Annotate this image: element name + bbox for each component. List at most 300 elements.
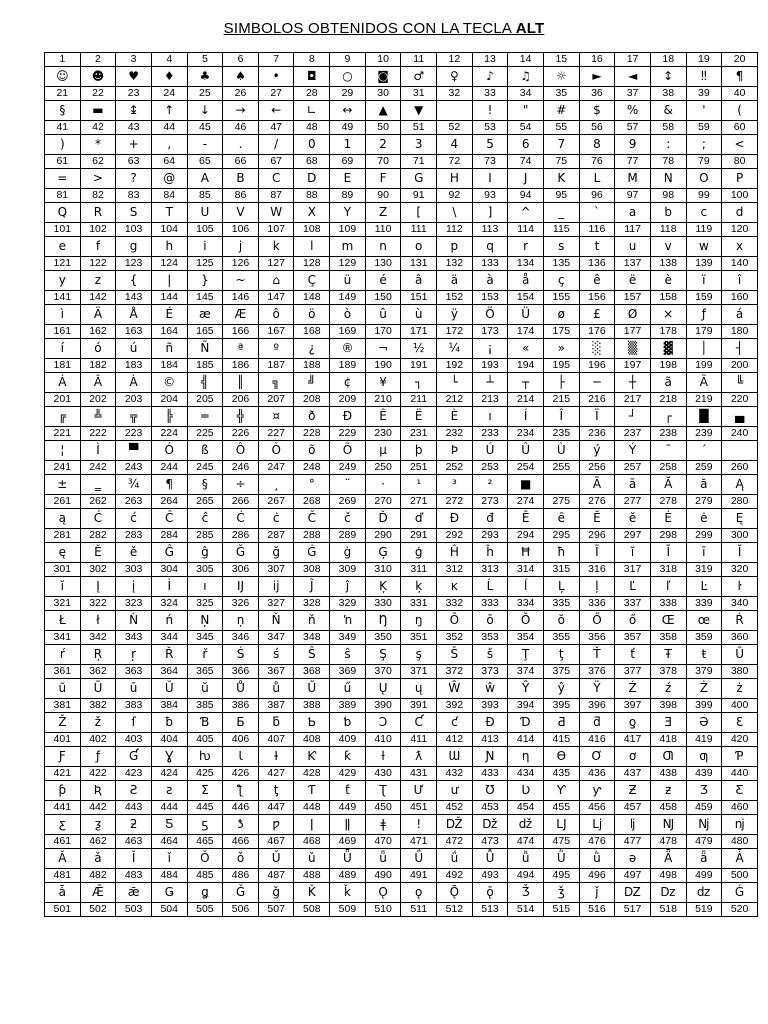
symbol-cell: ł xyxy=(80,611,116,631)
symbol-cell: ǲ xyxy=(650,883,686,903)
symbol-cell: Ř xyxy=(151,645,187,665)
symbol-cell: ┼ xyxy=(615,373,651,393)
symbol-cell: ŭ xyxy=(187,679,223,699)
code-number-cell: 399 xyxy=(686,699,722,713)
symbol-cell: Ǖ xyxy=(330,849,366,869)
code-number-cell: 147 xyxy=(258,291,294,305)
code-number-row xyxy=(45,529,758,543)
code-number-cell: 329 xyxy=(330,597,366,611)
code-number-cell: 415 xyxy=(543,733,579,747)
code-number-row xyxy=(45,257,758,271)
symbol-cell: ư xyxy=(437,781,473,801)
symbol-cell: ī xyxy=(686,543,722,563)
symbol-cell: ┴ xyxy=(472,373,508,393)
symbol-cell: ¤ xyxy=(258,407,294,427)
symbol-cell: ů xyxy=(258,679,294,699)
code-number-cell: 331 xyxy=(401,597,437,611)
symbol-cell: Ţ xyxy=(508,645,544,665)
symbol-cell: ƣ xyxy=(686,747,722,767)
code-number-cell: 129 xyxy=(330,257,366,271)
code-number-cell: 403 xyxy=(116,733,152,747)
symbol-cell: ▒ xyxy=(615,339,651,359)
code-number-cell: 108 xyxy=(294,223,330,237)
code-number-cell: 350 xyxy=(365,631,401,645)
code-number-cell: 357 xyxy=(615,631,651,645)
symbol-cell: Ū xyxy=(80,679,116,699)
code-number-cell: 314 xyxy=(508,563,544,577)
symbol-cell: ↔ xyxy=(330,101,366,121)
symbol-cell: ╝ xyxy=(294,373,330,393)
symbol-cell: 5 xyxy=(472,135,508,155)
code-number-cell: 111 xyxy=(401,223,437,237)
symbol-cell: Ó xyxy=(151,441,187,461)
symbol-cell: Q xyxy=(45,203,81,223)
symbol-cell: ċ xyxy=(258,509,294,529)
code-number-cell: 196 xyxy=(579,359,615,373)
symbol-cell: Ư xyxy=(401,781,437,801)
symbol-cell: Ɯ xyxy=(437,747,473,767)
symbol-cell: Ɣ xyxy=(151,747,187,767)
code-number-cell: 285 xyxy=(187,529,223,543)
code-number-cell: 333 xyxy=(472,597,508,611)
symbol-cell: Ə xyxy=(686,713,722,733)
code-number-cell: 41 xyxy=(45,121,81,135)
code-number-cell: 83 xyxy=(116,189,152,203)
code-number-cell: 456 xyxy=(579,801,615,815)
symbol-cell: ř xyxy=(187,645,223,665)
code-number-cell: 249 xyxy=(330,461,366,475)
code-number-cell: 28 xyxy=(294,87,330,101)
code-number-cell: 507 xyxy=(258,903,294,917)
code-number-cell: 412 xyxy=(437,733,473,747)
code-number-cell: 367 xyxy=(258,665,294,679)
code-number-cell: 393 xyxy=(472,699,508,713)
code-number-cell: 363 xyxy=(116,665,152,679)
code-number-cell: 175 xyxy=(543,325,579,339)
symbol-cell: Ż xyxy=(686,679,722,699)
code-number-cell: 311 xyxy=(401,563,437,577)
code-number-cell: 153 xyxy=(472,291,508,305)
code-number-cell: 17 xyxy=(615,53,651,67)
code-number-cell: 212 xyxy=(437,393,473,407)
symbol-cell: 9 xyxy=(615,135,651,155)
code-number-cell: 216 xyxy=(579,393,615,407)
code-number-cell: 446 xyxy=(223,801,259,815)
symbol-cell: ı xyxy=(187,577,223,597)
symbol-cell: į xyxy=(116,577,152,597)
code-number-cell: 208 xyxy=(294,393,330,407)
symbol-cell: . xyxy=(223,135,259,155)
symbol-cell: ŉ xyxy=(330,611,366,631)
code-number-cell: 437 xyxy=(615,767,651,781)
symbol-cell: ĉ xyxy=(187,509,223,529)
symbol-cell: İ xyxy=(151,577,187,597)
code-number-cell: 491 xyxy=(401,869,437,883)
symbol-cell: Ï xyxy=(579,407,615,427)
code-number-cell: 500 xyxy=(722,869,758,883)
symbol-cell: È xyxy=(437,407,473,427)
code-number-cell: 21 xyxy=(45,87,81,101)
code-number-cell: 200 xyxy=(722,359,758,373)
symbol-cell: Ũ xyxy=(722,645,758,665)
symbol-cell: Ʃ xyxy=(187,781,223,801)
code-number-cell: 509 xyxy=(330,903,366,917)
symbol-cell: þ xyxy=(401,441,437,461)
code-number-cell: 4 xyxy=(151,53,187,67)
symbol-cell: Ė xyxy=(650,509,686,529)
symbol-cell: š xyxy=(472,645,508,665)
symbol-cell: Ĭ xyxy=(722,543,758,563)
code-number-cell: 505 xyxy=(187,903,223,917)
code-number-cell: 405 xyxy=(187,733,223,747)
symbol-cell: ○ xyxy=(330,67,366,87)
code-number-cell: 144 xyxy=(151,291,187,305)
symbol-cell: 2 xyxy=(365,135,401,155)
code-number-cell: 302 xyxy=(80,563,116,577)
symbol-cell: Ď xyxy=(365,509,401,529)
symbol-cell: Ĕ xyxy=(579,509,615,529)
code-number-cell: 391 xyxy=(401,699,437,713)
symbol-cell: ÷ xyxy=(223,475,259,495)
symbol-cell: ù xyxy=(401,305,437,325)
code-number-cell: 125 xyxy=(187,257,223,271)
code-number-cell: 396 xyxy=(579,699,615,713)
code-number-cell: 152 xyxy=(437,291,473,305)
symbol-cell: Ŷ xyxy=(508,679,544,699)
symbol-cell: ƃ xyxy=(258,713,294,733)
code-number-cell: 261 xyxy=(45,495,81,509)
symbol-cell: ▬ xyxy=(80,101,116,121)
code-number-cell: 60 xyxy=(722,121,758,135)
code-number-cell: 22 xyxy=(80,87,116,101)
symbol-cell: ď xyxy=(401,509,437,529)
symbol-cell: ° xyxy=(294,475,330,495)
code-number-cell: 189 xyxy=(330,359,366,373)
code-number-cell: 435 xyxy=(543,767,579,781)
code-number-row xyxy=(45,325,758,339)
code-number-cell: 424 xyxy=(151,767,187,781)
code-number-cell: 81 xyxy=(45,189,81,203)
code-number-cell: 150 xyxy=(365,291,401,305)
code-number-cell: 33 xyxy=(472,87,508,101)
code-number-cell: 160 xyxy=(722,291,758,305)
code-number-row xyxy=(45,631,758,645)
symbol-cell: c xyxy=(686,203,722,223)
symbol-cell: J xyxy=(508,169,544,189)
code-number-cell: 431 xyxy=(401,767,437,781)
symbol-cell: Ǫ xyxy=(365,883,401,903)
symbol-row xyxy=(45,679,758,699)
symbol-cell: s xyxy=(543,237,579,257)
symbol-cell: ç xyxy=(543,271,579,291)
code-number-cell: 12 xyxy=(437,53,473,67)
code-number-cell: 506 xyxy=(223,903,259,917)
code-number-cell: 442 xyxy=(80,801,116,815)
code-number-cell: 117 xyxy=(615,223,651,237)
symbol-cell: Ɩ xyxy=(223,747,259,767)
code-number-row xyxy=(45,563,758,577)
symbol-cell: k xyxy=(258,237,294,257)
symbol-row xyxy=(45,237,758,257)
code-number-cell: 373 xyxy=(472,665,508,679)
code-number-cell: 481 xyxy=(45,869,81,883)
code-number-cell: 390 xyxy=(365,699,401,713)
symbol-cell: ž xyxy=(80,713,116,733)
symbol-row xyxy=(45,543,758,563)
code-number-cell: 173 xyxy=(472,325,508,339)
symbol-cell: ³ xyxy=(437,475,473,495)
code-number-cell: 54 xyxy=(508,121,544,135)
symbol-row xyxy=(45,339,758,359)
code-number-cell: 305 xyxy=(187,563,223,577)
symbol-cell: ǟ xyxy=(686,849,722,869)
code-number-cell: 508 xyxy=(294,903,330,917)
symbol-cell: / xyxy=(258,135,294,155)
symbol-cell: } xyxy=(187,271,223,291)
symbol-cell: ú xyxy=(116,339,152,359)
code-number-cell: 73 xyxy=(472,155,508,169)
code-number-cell: 24 xyxy=(151,87,187,101)
symbol-cell: ǜ xyxy=(579,849,615,869)
code-number-cell: 151 xyxy=(401,291,437,305)
symbol-cell: • xyxy=(258,67,294,87)
code-number-row xyxy=(45,801,758,815)
code-number-cell: 126 xyxy=(223,257,259,271)
code-number-cell: 98 xyxy=(650,189,686,203)
symbol-cell: Š xyxy=(437,645,473,665)
code-number-cell: 97 xyxy=(615,189,651,203)
code-number-cell: 283 xyxy=(116,529,152,543)
symbol-cell: ƅ xyxy=(330,713,366,733)
symbol-cell: z xyxy=(80,271,116,291)
symbol-cell: ¹ xyxy=(401,475,437,495)
code-number-cell: 321 xyxy=(45,597,81,611)
symbol-cell: ◘ xyxy=(294,67,330,87)
symbol-cell: X xyxy=(294,203,330,223)
symbol-cell: Ɔ xyxy=(365,713,401,733)
code-number-cell: 63 xyxy=(116,155,152,169)
code-number-cell: 104 xyxy=(151,223,187,237)
symbol-cell: Ƶ xyxy=(615,781,651,801)
code-number-cell: 227 xyxy=(258,427,294,441)
symbol-cell: Ō xyxy=(437,611,473,631)
code-number-cell: 315 xyxy=(543,563,579,577)
symbol-row xyxy=(45,577,758,597)
code-number-cell: 67 xyxy=(258,155,294,169)
code-number-cell: 368 xyxy=(294,665,330,679)
code-number-cell: 407 xyxy=(258,733,294,747)
symbol-cell: ↑ xyxy=(151,101,187,121)
code-number-cell: 106 xyxy=(223,223,259,237)
code-number-cell: 11 xyxy=(401,53,437,67)
code-number-cell: 317 xyxy=(615,563,651,577)
symbol-cell: ş xyxy=(401,645,437,665)
code-number-cell: 292 xyxy=(437,529,473,543)
code-number-cell: 499 xyxy=(686,869,722,883)
code-number-cell: 421 xyxy=(45,767,81,781)
symbol-cell: Ǎ xyxy=(45,849,81,869)
code-number-cell: 301 xyxy=(45,563,81,577)
symbol-cell: œ xyxy=(686,611,722,631)
code-number-cell: 34 xyxy=(508,87,544,101)
symbol-cell: ã xyxy=(650,373,686,393)
symbol-cell: T xyxy=(151,203,187,223)
symbol-cell: Ɨ xyxy=(258,747,294,767)
code-number-cell: 37 xyxy=(615,87,651,101)
code-number-cell: 158 xyxy=(650,291,686,305)
symbol-cell: A xyxy=(187,169,223,189)
symbol-cell: É xyxy=(151,305,187,325)
symbol-cell: Ŗ xyxy=(80,645,116,665)
code-number-cell: 139 xyxy=(686,257,722,271)
code-number-cell: 460 xyxy=(722,801,758,815)
symbol-cell: ǉ xyxy=(615,815,651,835)
code-number-cell: 119 xyxy=(686,223,722,237)
symbol-cell: F xyxy=(365,169,401,189)
symbol-cell: ƙ xyxy=(330,747,366,767)
code-number-cell: 511 xyxy=(401,903,437,917)
code-number-cell: 251 xyxy=(401,461,437,475)
code-number-cell: 99 xyxy=(686,189,722,203)
symbol-cell: a xyxy=(615,203,651,223)
symbol-cell: ơ xyxy=(615,747,651,767)
code-number-cell: 215 xyxy=(543,393,579,407)
symbol-cell: ð xyxy=(294,407,330,427)
symbol-cell: Ĉ xyxy=(151,509,187,529)
code-number-cell: 161 xyxy=(45,325,81,339)
code-number-cell: 103 xyxy=(116,223,152,237)
code-number-cell: 330 xyxy=(365,597,401,611)
code-number-cell: 204 xyxy=(151,393,187,407)
symbol-cell: ♣ xyxy=(187,67,223,87)
symbol-cell: S xyxy=(116,203,152,223)
symbol-cell: f xyxy=(80,237,116,257)
code-number-cell: 449 xyxy=(330,801,366,815)
code-number-cell: 344 xyxy=(151,631,187,645)
code-number-cell: 274 xyxy=(508,495,544,509)
code-number-cell: 184 xyxy=(151,359,187,373)
symbol-cell: \ xyxy=(437,203,473,223)
code-number-cell: 327 xyxy=(258,597,294,611)
symbol-cell: Ò xyxy=(258,441,294,461)
symbol-cell: ŏ xyxy=(543,611,579,631)
symbol-cell: Ĵ xyxy=(294,577,330,597)
symbol-cell: Ʈ xyxy=(365,781,401,801)
symbol-cell: ņ xyxy=(223,611,259,631)
symbol-cell: ÿ xyxy=(437,305,473,325)
symbol-cell: ǣ xyxy=(116,883,152,903)
symbol-cell: ► xyxy=(579,67,615,87)
code-number-cell: 112 xyxy=(437,223,473,237)
symbol-cell: ƴ xyxy=(579,781,615,801)
symbol-cell: á xyxy=(722,305,758,325)
code-number-cell: 264 xyxy=(151,495,187,509)
symbol-cell: Ǉ xyxy=(543,815,579,835)
symbol-cell: ǰ xyxy=(579,883,615,903)
symbol-cell: ¸ xyxy=(258,475,294,495)
symbol-cell: ǅ xyxy=(472,815,508,835)
code-number-cell: 124 xyxy=(151,257,187,271)
symbol-cell: ‼ xyxy=(686,67,722,87)
symbol-cell: ƺ xyxy=(80,815,116,835)
code-number-cell: 334 xyxy=(508,597,544,611)
code-number-cell: 409 xyxy=(330,733,366,747)
code-number-cell: 235 xyxy=(543,427,579,441)
code-number-cell: 438 xyxy=(650,767,686,781)
symbol-cell: Ł xyxy=(45,611,81,631)
code-number-cell: 61 xyxy=(45,155,81,169)
symbol-cell: ¡ xyxy=(472,339,508,359)
code-number-cell: 354 xyxy=(508,631,544,645)
code-number-cell: 86 xyxy=(223,189,259,203)
symbol-cell: Đ xyxy=(437,509,473,529)
code-number-cell: 116 xyxy=(579,223,615,237)
symbol-cell: + xyxy=(116,135,152,155)
code-number-cell: 332 xyxy=(437,597,473,611)
symbol-cell: Ƨ xyxy=(116,781,152,801)
symbol-cell: ģ xyxy=(401,543,437,563)
code-number-cell: 163 xyxy=(116,325,152,339)
code-number-cell: 448 xyxy=(294,801,330,815)
code-number-cell: 478 xyxy=(650,835,686,849)
symbol-cell: ( xyxy=(722,101,758,121)
code-number-cell: 426 xyxy=(223,767,259,781)
code-number-cell: 59 xyxy=(686,121,722,135)
code-number-cell: 197 xyxy=(615,359,651,373)
code-number-cell: 243 xyxy=(116,461,152,475)
symbol-cell: ■ xyxy=(508,475,544,495)
code-number-cell: 364 xyxy=(151,665,187,679)
code-number-cell: 141 xyxy=(45,291,81,305)
symbol-cell: Ĳ xyxy=(223,577,259,597)
symbol-row xyxy=(45,407,758,427)
symbol-cell: Þ xyxy=(437,441,473,461)
code-number-cell: 510 xyxy=(365,903,401,917)
code-number-cell: 386 xyxy=(223,699,259,713)
code-number-cell: 295 xyxy=(543,529,579,543)
code-number-cell: 236 xyxy=(579,427,615,441)
symbol-cell: Ð xyxy=(330,407,366,427)
code-number-row xyxy=(45,869,758,883)
symbol-cell: ų xyxy=(401,679,437,699)
symbol-cell: Ê xyxy=(365,407,401,427)
code-number-row xyxy=(45,291,758,305)
symbol-cell: ǒ xyxy=(223,849,259,869)
symbol-cell: ĭ xyxy=(45,577,81,597)
code-number-cell: 62 xyxy=(80,155,116,169)
symbol-cell: Ǧ xyxy=(223,883,259,903)
symbol-cell: Ģ xyxy=(365,543,401,563)
code-number-cell: 101 xyxy=(45,223,81,237)
symbol-cell: ƫ xyxy=(258,781,294,801)
code-number-cell: 74 xyxy=(508,155,544,169)
code-number-row xyxy=(45,121,758,135)
code-number-cell: 55 xyxy=(543,121,579,135)
code-number-cell: 45 xyxy=(187,121,223,135)
symbol-cell: ğ xyxy=(258,543,294,563)
symbol-cell: ń xyxy=(151,611,187,631)
symbol-cell: ░ xyxy=(579,339,615,359)
symbol-cell: § xyxy=(187,475,223,495)
symbol-row xyxy=(45,747,758,767)
code-number-cell: 183 xyxy=(116,359,152,373)
symbol-cell: Į xyxy=(80,577,116,597)
symbol-cell: Ű xyxy=(294,679,330,699)
symbol-cell: ! xyxy=(472,101,508,121)
symbol-cell: L xyxy=(579,169,615,189)
symbol-cell: ƨ xyxy=(151,781,187,801)
symbol-cell: Ø xyxy=(615,305,651,325)
